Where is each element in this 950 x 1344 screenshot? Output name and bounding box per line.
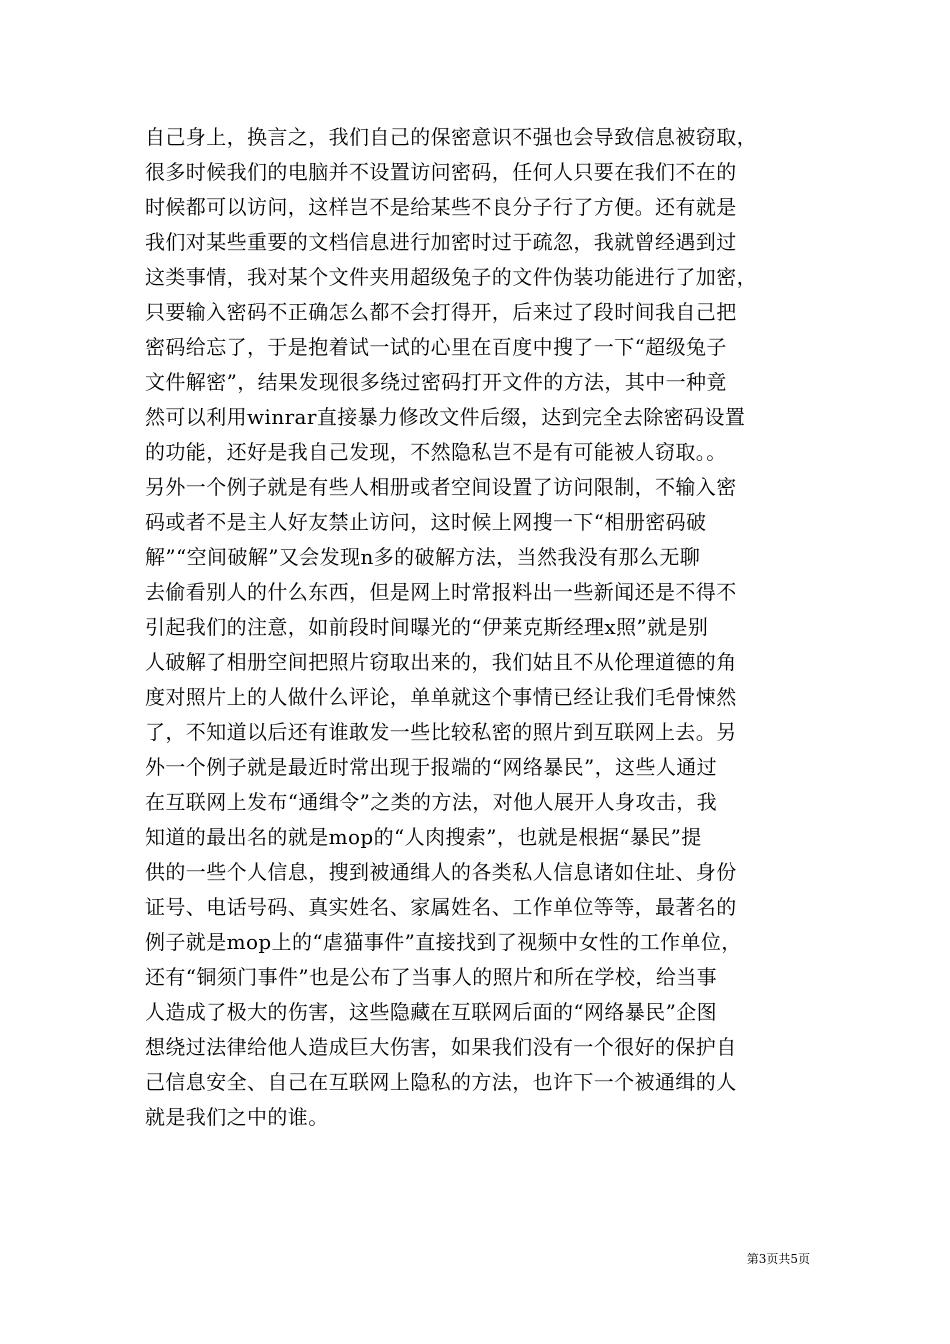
text-line: 了，不知道以后还有谁敢发一些比较私密的照片到互联网上去。另: [145, 720, 737, 744]
text-line: 文件解密”，结果发现很多绕过密码打开文件的方法，其中一种竟: [145, 370, 727, 394]
text-line: 很多时候我们的电脑并不设置访问密码，任何人只要在我们不在的: [145, 160, 737, 184]
text-line: 度对照片上的人做什么评论，单单就这个事情已经让我们毛骨悚然: [145, 685, 737, 709]
text-line: 自己身上，换言之，我们自己的保密意识不强也会导致信息被窃取，: [145, 125, 757, 149]
text-line: 的功能，还好是我自己发现，不然隐私岂不是有可能被人窃取。。: [145, 440, 727, 464]
text-line: 想绕过法律给他人造成巨大伤害，如果我们没有一个很好的保护自: [145, 1035, 737, 1059]
text-line: 己信息安全、自己在互联网上隐私的方法，也许下一个被通缉的人: [145, 1070, 737, 1094]
text-line: 还有“铜须门事件”也是公布了当事人的照片和所在学校，给当事: [145, 965, 718, 989]
document-body: [145, 120, 810, 1135]
page-number: 第3页共5页: [746, 1252, 810, 1266]
text-line: 知道的最出名的就是mop的“人肉搜索”，也就是根据“暴民”提: [145, 825, 702, 849]
text-line: 然可以利用winrar直接暴力修改文件后缀，达到完全去除密码设置: [145, 405, 746, 429]
text-line: 外一个例子就是最近时常出现于报端的“网络暴民”，这些人通过: [145, 755, 718, 779]
text-line: 密码给忘了，于是抱着试一试的心里在百度中搜了一下“超级兔子: [145, 335, 727, 359]
text-line: 解”“空间破解”又会发现n多的破解方法，当然我没有那么无聊: [145, 545, 701, 569]
text-line: 人破解了相册空间把照片窃取出来的，我们姑且不从伦理道德的角: [145, 650, 737, 674]
text-line: 只要输入密码不正确怎么都不会打得开，后来过了段时间我自己把: [145, 300, 737, 324]
text-line: 证号、电话号码、真实姓名、家属姓名、工作单位等等，最著名的: [145, 895, 737, 919]
text-line: 时候都可以访问，这样岂不是给某些不良分子行了方便。还有就是: [145, 195, 737, 219]
text-line: 在互联网上发布“通缉令”之类的方法，对他人展开人身攻击，我: [145, 790, 718, 814]
text-line: 另外一个例子就是有些人相册或者空间设置了访问限制，不输入密: [145, 475, 737, 499]
text-line: 我们对某些重要的文档信息进行加密时过于疏忽，我就曾经遇到过: [145, 230, 737, 254]
text-line: 例子就是mop上的“虐猫事件”直接找到了视频中女性的工作单位，: [145, 930, 742, 954]
text-line: 这类事情，我对某个文件夹用超级兔子的文件伪装功能进行了加密，: [145, 265, 757, 289]
text-line: 就是我们之中的谁。: [145, 1105, 329, 1129]
text-line: 人造成了极大的伤害，这些隐藏在互联网后面的“网络暴民”企图: [145, 1000, 718, 1024]
text-line: 供的一些个人信息，搜到被通缉人的各类私人信息诸如住址、身份: [145, 860, 737, 884]
text-line: 码或者不是主人好友禁止访问，这时候上网搜一下“相册密码破: [145, 510, 707, 534]
text-line: 去偷看别人的什么东西，但是网上时常报料出一些新闻还是不得不: [145, 580, 737, 604]
text-line: 引起我们的注意，如前段时间曝光的“伊莱克斯经理x照”就是别: [145, 615, 709, 639]
